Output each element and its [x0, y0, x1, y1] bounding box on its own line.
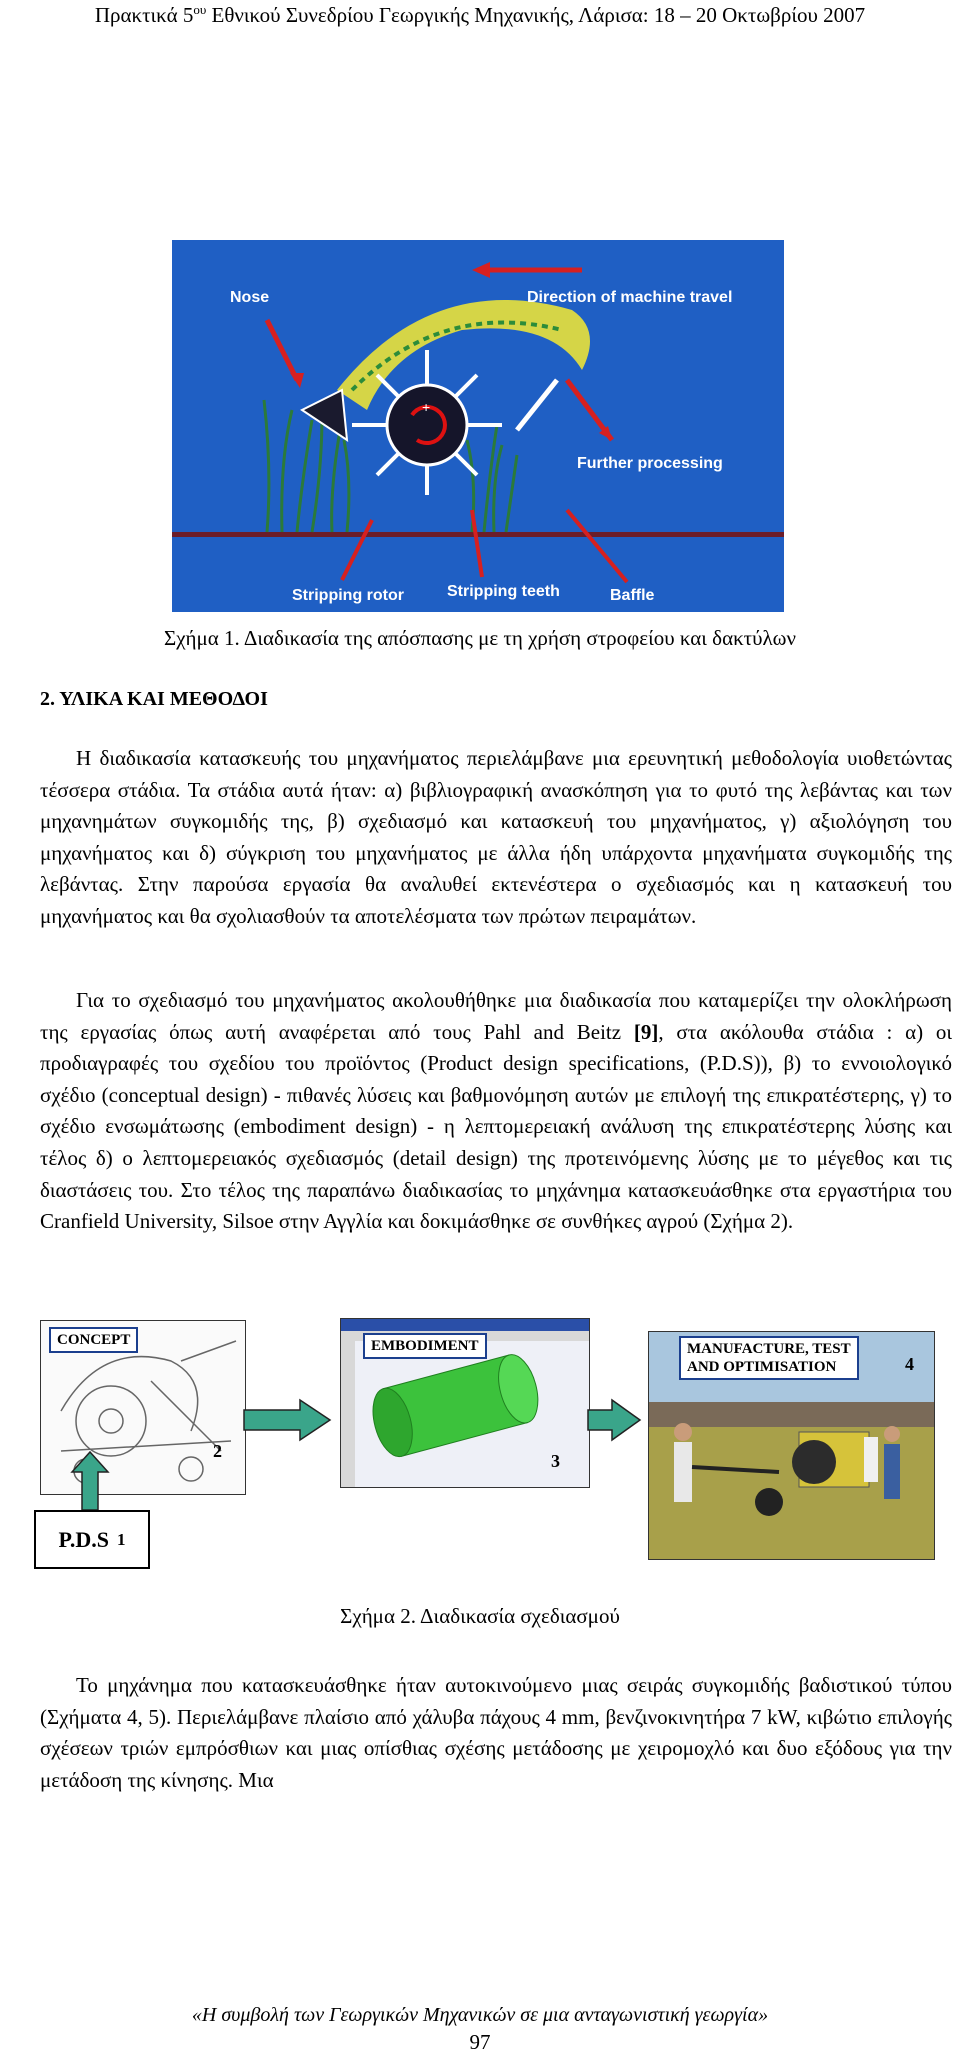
pds-box — [34, 1510, 150, 1569]
paragraph-1 — [40, 743, 952, 933]
paragraph-3-text: Το μηχάνημα που κατασκευάσθηκε ήταν αυτοκινούμενο μιας σειράς συγκομιδής βαδιστικού τύπου (Σχήματα 4, 5). Περιελάμβανε πλαίσιο από χάλυβα πάχους 4 mm, βενζινοκινητήρα 7 kW, κιβώτιο επιλογής σχέσεων τριών εμπρόσθιων και μιας οπίσθιας σχέσης μετάδοσης με χειρομοχλό και δυο εξόδους για την μετάδοση της κίνησης. Μια — [40, 1673, 952, 1792]
header-text-pre: Πρακτικά 5 — [94, 3, 194, 27]
paragraph-3 — [40, 1670, 952, 1796]
label-further-processing: Further processing — [577, 455, 723, 472]
paragraph-1-text: Η διαδικασία κατασκευής του μηχανήματος περιελάμβανε μια ερευνητική μεθοδολογία υιοθετώντας τέσσερα στάδια. Τα στάδια αυτά ήταν: α) βιβλιογραφική ανασκόπηση για το φυτό της λεβάντας και των μηχανημάτων συγκομιδής της, β) σχεδιασμό και κατασκευή του μηχανήματος, γ) αξιολόγηση του μηχανήματος και δ) σύγκριση του μηχανήματος με άλλα ήδη υπάρχοντα μηχανήματα συγκομιδής της λεβάντας. Στην παρούσα εργασία θα αναλυθεί εκτενέστερα ο σχεδιασμός και η κατασκευή του μηχανήματος και θα σχολιασθούν τα αποτελέσματα των πρώτων πειραμάτων. — [40, 746, 952, 928]
reference-9: [9] — [633, 1019, 659, 1044]
concept-label: CONCEPT — [49, 1327, 138, 1353]
manufacture-label-line-2: AND OPTIMISATION — [687, 1359, 837, 1375]
label-direction: Direction of machine travel — [527, 289, 733, 306]
rotor-center-mark: + — [422, 399, 431, 415]
footer-quote: «Η συμβολή των Γεωργικών Μηχανικών σε μια ανταγωνιστική γεωργία» — [191, 2004, 769, 2026]
process-arrows — [0, 1310, 960, 1630]
figure-2-design-process — [0, 1310, 960, 1630]
section-heading: 2. ΥΛΙΚΑ ΚΑΙ ΜΕΘΟΔΟΙ — [40, 688, 268, 710]
paragraph-2 — [40, 985, 952, 1238]
manufacture-label-line-1: MANUFACTURE, TEST — [687, 1341, 851, 1357]
manufacture-number: 4 — [905, 1354, 914, 1374]
paragraph-2-part-a: Για το σχεδιασμό του μηχανήματος ακολουθήθηκε μια διαδικασία που καταμερίζει την ολοκλήρωση της εργασίας όπως αυτή αναφέρεται από τους Pahl and Beitz — [40, 988, 952, 1044]
pds-number: 1 — [117, 1529, 126, 1549]
embodiment-number: 3 — [551, 1451, 560, 1471]
page-number: 97 — [469, 2030, 491, 2054]
label-stripping-teeth: Stripping teeth — [447, 583, 560, 600]
arrow-embodiment-to-manufacture — [588, 1400, 640, 1440]
running-header — [0, 2, 960, 28]
arrow-concept-to-embodiment — [244, 1400, 330, 1440]
label-stripping-rotor: Stripping rotor — [292, 587, 404, 604]
paragraph-2-part-b: , στα ακόλουθα στάδια : α) οι προδιαγραφές του σχεδίου του προϊόντος (Product design specifications, (P.D.S)), β) το εννοιολογικό σχέδιο (conceptual design) - πιθανές λύσεις και βαθμονόμηση αυτών με επιλογή της επικρατέστερης, γ) το σχέδιο ενσωμάτωσης (embodiment design) - η λεπτομερειακή ανάλυση της επικρατέστερης λύσης και τέλος δ) ο λεπτομερειακός σχεδιασμός (detail design) της προτεινόμενης λύσης με το μέγεθος και τις διαστάσεις του. Στο τέλος της παραπάνω διαδικασίας το μηχάνημα κατασκευάσθηκε στα εργαστήρια του Cranfield University, Silsoe στην Αγγλία και δοκιμάσθηκε σε συνθήκες αγρού (Σχήμα 2). — [40, 1019, 952, 1234]
concept-number: 2 — [213, 1441, 222, 1461]
paragraph-2-text — [40, 985, 952, 1238]
embodiment-label: EMBODIMENT — [363, 1333, 487, 1359]
label-baffle: Baffle — [610, 587, 655, 604]
arrow-pds-to-concept — [72, 1452, 108, 1510]
ground-line — [172, 532, 784, 537]
header-superscript: ου — [193, 2, 207, 17]
header-text-post: Εθνικού Συνεδρίου Γεωργικής Μηχανικής, Λάρισα: 18 – 20 Οκτωβρίου 2007 — [206, 3, 866, 27]
figure-1-stripping-diagram — [172, 240, 784, 612]
figure-1-caption: Σχήμα 1. Διαδικασία της απόσπασης με τη χρήση στροφείου και δακτύλων — [163, 626, 796, 650]
figure-2-caption: Σχήμα 2. Διαδικασία σχεδιασμού — [340, 1604, 620, 1628]
pds-label: P.D.S — [58, 1526, 110, 1552]
label-nose: Nose — [230, 289, 270, 306]
